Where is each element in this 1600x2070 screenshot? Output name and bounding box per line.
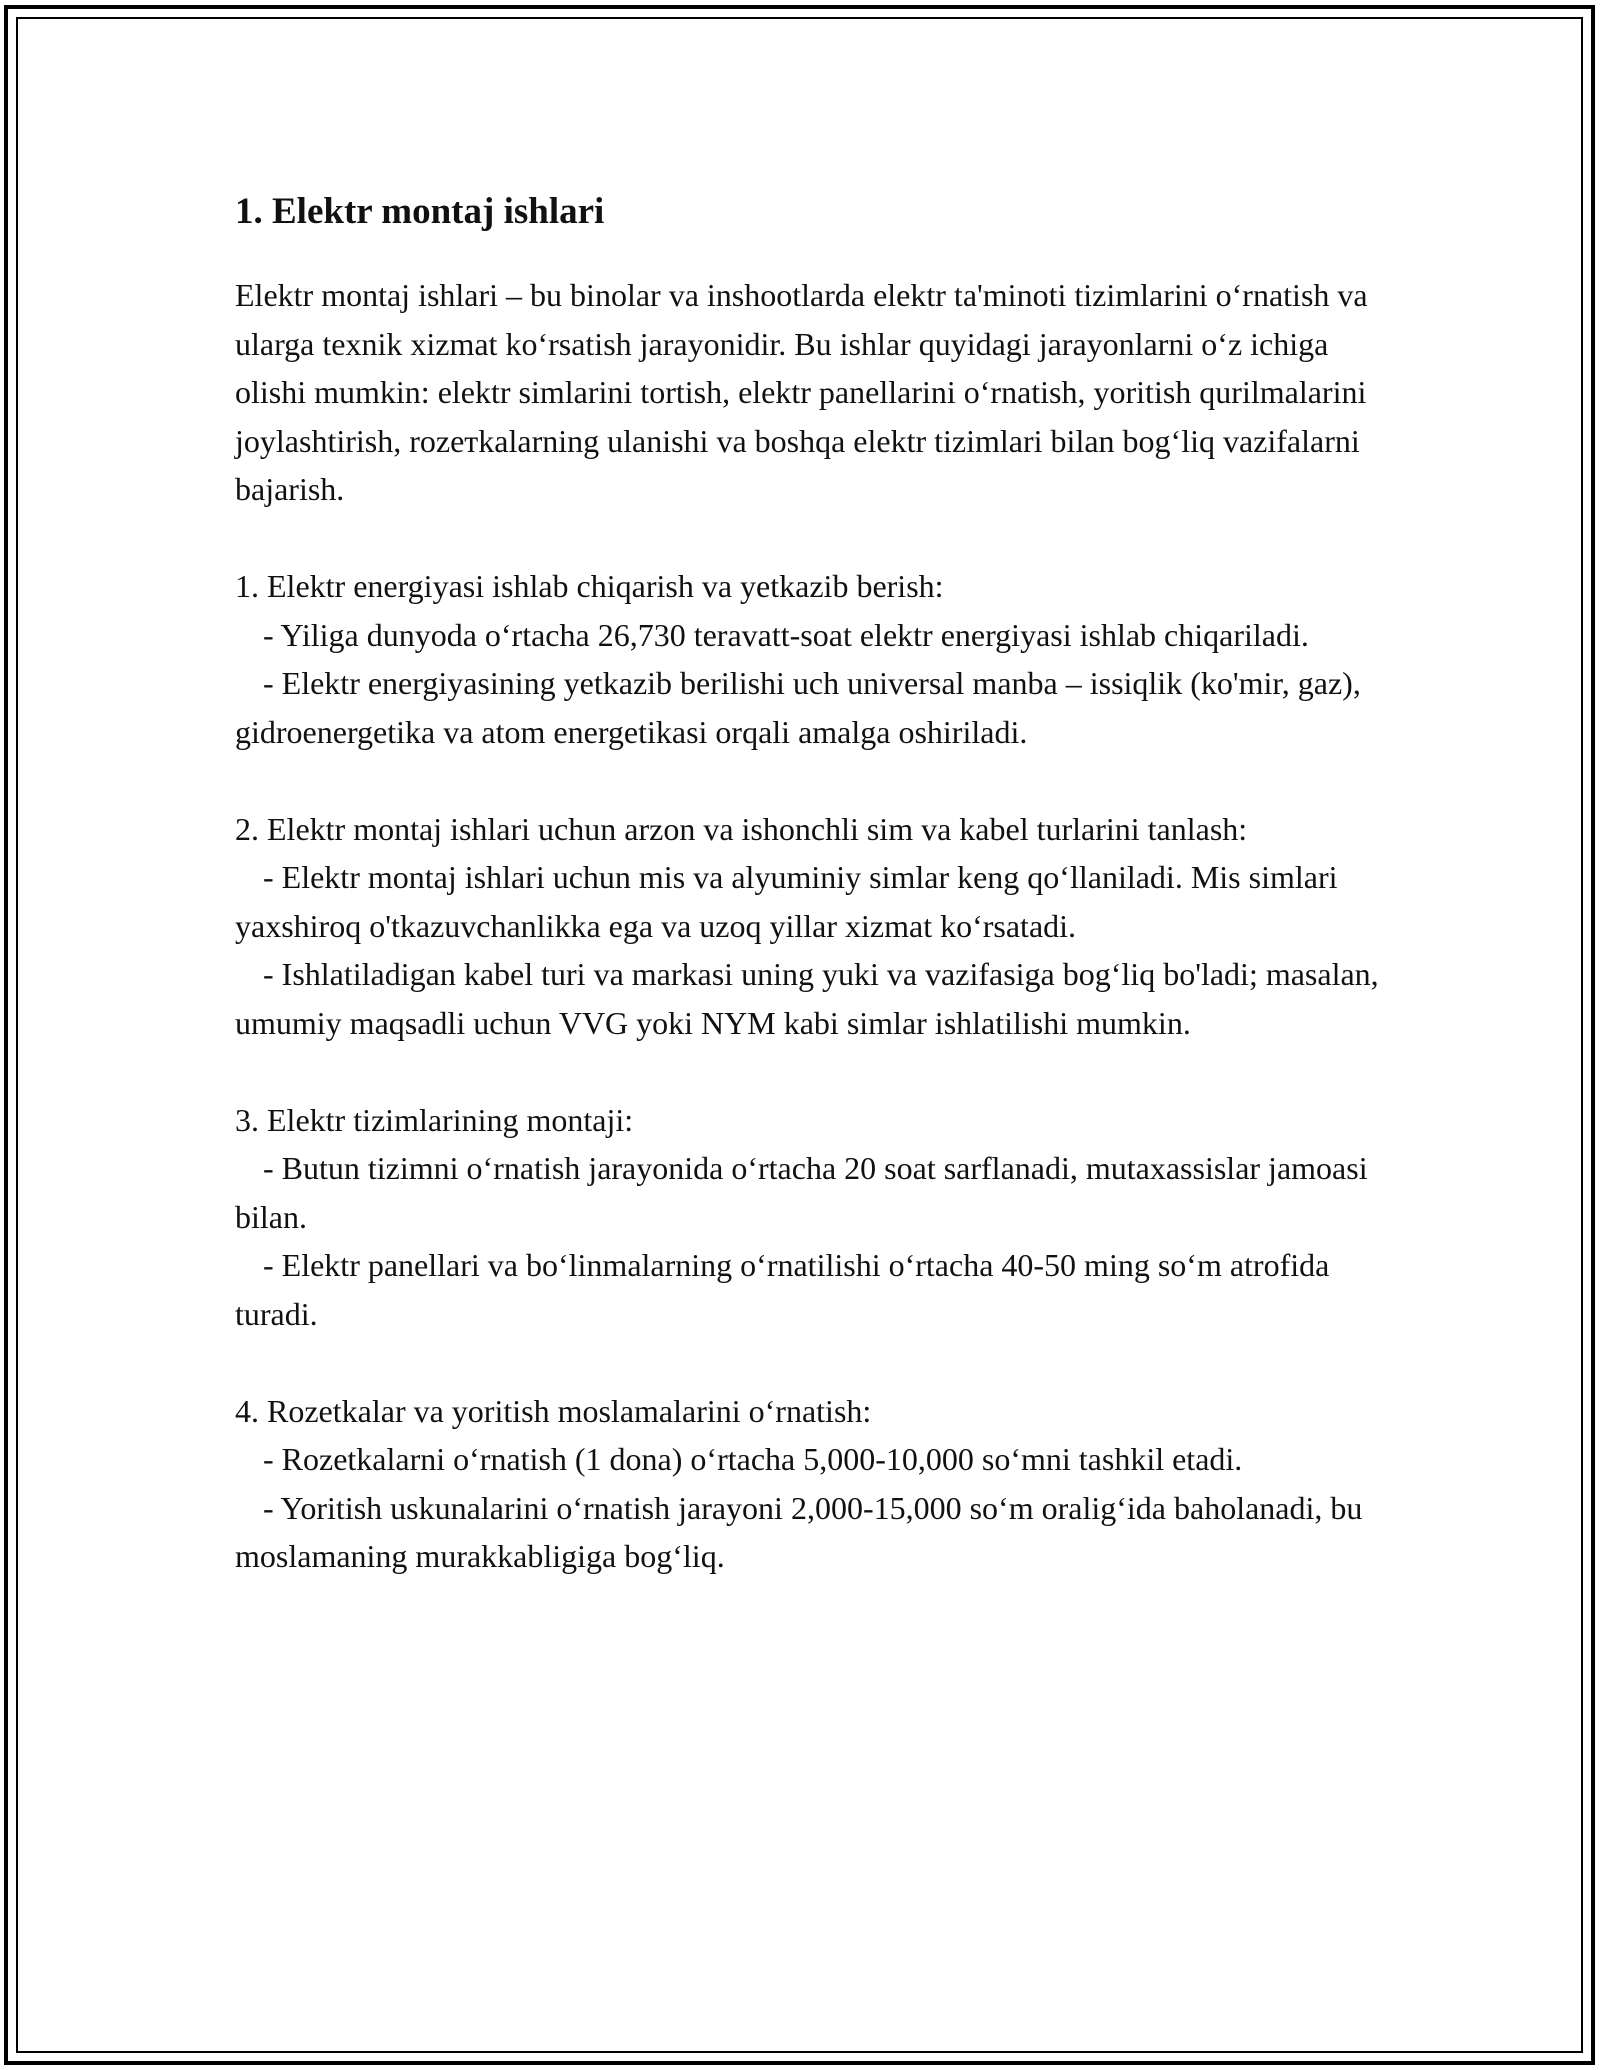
document-body — [235, 186, 1385, 1581]
bullet-item: - Elektr montaj ishlari uchun mis va alyuminiy simlar keng qo‘llaniladi. Mis simlari yaxshiroq o'tkazuvchanlikka ega va uzoq yillar xizmat ko‘rsatadi. — [235, 859, 1338, 944]
section-heading: 3. Elektr tizimlarining montaji: — [235, 1101, 634, 1138]
section-3 — [235, 1096, 1385, 1339]
bullet-item: - Elektr energiyasining yetkazib berilishi uch universal manba – issiqlik (ko'mir, gaz), gidroenergetika va atom energetikasi orqali amalga oshiriladi. — [235, 665, 1361, 750]
intro-paragraph: Elektr montaj ishlari – bu binolar va inshootlarda elektr ta'minoti tizimlarini o‘rnatish va ularga texnik xizmat ko‘rsatish jarayonidir. Bu ishlar quyidagi jarayonlarni o‘z ichiga olishi mumkin: elektr simlarini tortish, elektr panellarini o‘rnatish, yoritish qurilmalarini joylashtirish, rozeтkalarning ulanishi va boshqa elektr tizimlari bilan bog‘liq vazifalarni bajarish. — [235, 277, 1376, 507]
section-heading: 4. Rozetkalar va yoritish moslamalarini o‘rnatish: — [235, 1392, 872, 1429]
bullet-item: - Rozetkalarni o‘rnatish (1 dona) o‘rtacha 5,000-10,000 so‘mni tashkil etadi. — [263, 1441, 1243, 1477]
document-title: 1. Elektr montaj ishlari — [235, 191, 605, 232]
section-1 — [235, 562, 1385, 756]
bullet-item: - Elektr panellari va bo‘linmalarning o‘rnatilishi o‘rtacha 40-50 ming so‘m atrofida turadi. — [235, 1247, 1330, 1332]
section-heading: 2. Elektr montaj ishlari uchun arzon va ishonchli sim va kabel turlarini tanlash: — [235, 810, 1248, 847]
bullet-item: - Yiliga dunyoda o‘rtacha 26,730 teravatt-soat elektr energiyasi ishlab chiqariladi. — [263, 616, 1309, 653]
section-4 — [235, 1387, 1385, 1581]
bullet-item: - Yoritish uskunalarini o‘rnatish jarayoni 2,000-15,000 so‘m oralig‘ida baholanadi, bu moslamaning murakkabligiga bog‘liq. — [235, 1489, 1363, 1574]
section-2 — [235, 805, 1385, 1048]
bullet-item: - Butun tizimni o‘rnatish jarayonida o‘rtacha 20 soat sarflanadi, mutaxassislar jamoasi bilan. — [235, 1150, 1368, 1235]
bullet-item: - Ishlatiladigan kabel turi va markasi uning yuki va vazifasiga bog‘liq bo'ladi; masalan, umumiy maqsadli uchun VVG yoki NYM kabi simlar ishlatilishi mumkin. — [235, 956, 1379, 1041]
section-heading: 1. Elektr energiyasi ishlab chiqarish va yetkazib berish: — [235, 568, 944, 604]
